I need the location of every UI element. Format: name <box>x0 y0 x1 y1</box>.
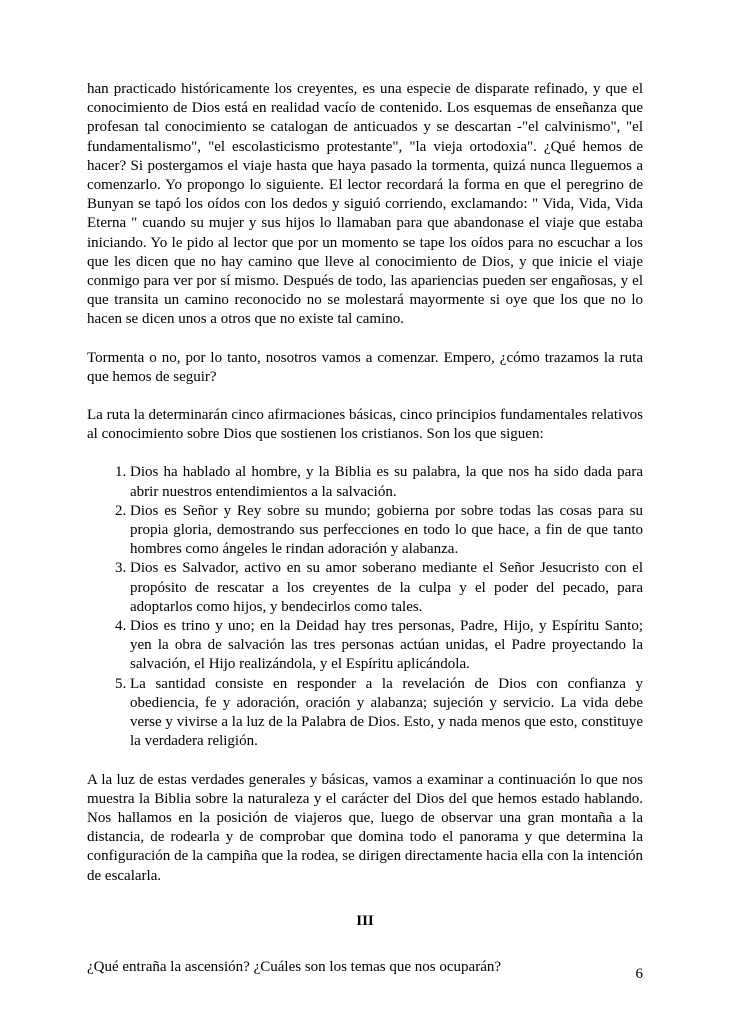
list-item: 4. Dios es trino y uno; en la Deidad hay tres personas, Padre, Hijo, y Espíritu Santo; yen la obra de salvación las tres personas actúan unidas, el Padre proyectando la salvación, el Hijo realizándola, y el Espíritu aplicándola. <box>130 617 643 675</box>
document-body <box>87 80 643 996</box>
paragraph-opening: han practicado históricamente los creyentes, es una especie de disparate refinado, y que el conocimiento de Dios está en realidad vacío de contenido. Los esquemas de enseñanza que profesan tal conocimiento se catalogan de anticuados y se descartan -"el calvinismo", "el fundamentalismo", "el escolasticismo protestante", "la vieja ortodoxia". ¿Qué hemos de hacer? Si postergamos el viaje hasta que haya pasado la tormenta, quizá nunca lleguemos a comenzarlo. Yo propongo lo siguiente. El lector recordará la forma en que el peregrino de Bunyan se tapó los oídos con los dedos y siguió corriendo, exclamando: " Vida, Vida, Vida Eterna " cuando su mujer y sus hijos lo llamaban para que abandonase el viaje que estaba iniciando. Yo le pido al lector que por un momento se tape los oídos para no escuchar a los que les dicen que no hay camino que lleve al conocimiento de Dios, y que inicie el viaje conmigo para ver por sí mismo. Después de todo, las apariencias pueden ser engañosas, y el que transita un camino reconocido no se molestará mayormente si oye que los que no lo hacen se dicen unos a otros que no existe tal camino. <box>87 81 643 328</box>
section-heading: III <box>356 912 374 929</box>
paragraph-final: ¿Qué entraña la ascensión? ¿Cuáles son los temas que nos ocuparán? <box>87 958 502 975</box>
paragraph-route: La ruta la determinarán cinco afirmaciones básicas, cinco principios fundamentales relativos al conocimiento sobre Dios que sostienen los cristianos. Son los que siguen: <box>87 407 643 443</box>
page-number: 6 <box>635 966 643 982</box>
list-item: 2. Dios es Señor y Rey sobre su mundo; gobierna por sobre todas las cosas para su propia gloria, demostrando sus perfecciones en todo lo que hace, a fin de que tanto hombres como ángeles le rindan adoración y alabanza. <box>130 502 643 560</box>
list-item: 1. Dios ha hablado al hombre, y la Biblia es su palabra, la que nos ha sido dada para abrir nuestros entendimientos a la salvación. <box>130 463 643 501</box>
list-item: 3. Dios es Salvador, activo en su amor soberano mediante el Señor Jesucristo con el propósito de rescatar a los creyentes de la culpa y el poder del pecado, para adoptarlos como hijos, y bendecirlos como tales. <box>130 559 643 617</box>
paragraph-storm: Tormenta o no, por lo tanto, nosotros vamos a comenzar. Empero, ¿cómo trazamos la ruta que hemos de seguir? <box>87 349 643 385</box>
paragraph-closing: A la luz de estas verdades generales y básicas, vamos a examinar a continuación lo que nos muestra la Biblia sobre la naturaleza y el carácter del Dios del que hemos estado hablando. Nos hallamos en la posición de viajeros que, luego de observar una gran montaña a la distancia, de rodearla y de comprobar que domina todo el panorama y que determina la configuración de la campiña que la rodea, se dirigen directamente hacia ella con la intención de escalarla. <box>87 771 643 884</box>
list-item: 5. La santidad consiste en responder a la revelación de Dios con confianza y obediencia, fe y adoración, oración y alabanza; sujeción y servicio. La vida debe verse y vivirse a la luz de la Palabra de Dios. Esto, y nada menos que esto, constituye la verdadera religión. <box>130 675 643 752</box>
principles-list <box>87 463 643 751</box>
